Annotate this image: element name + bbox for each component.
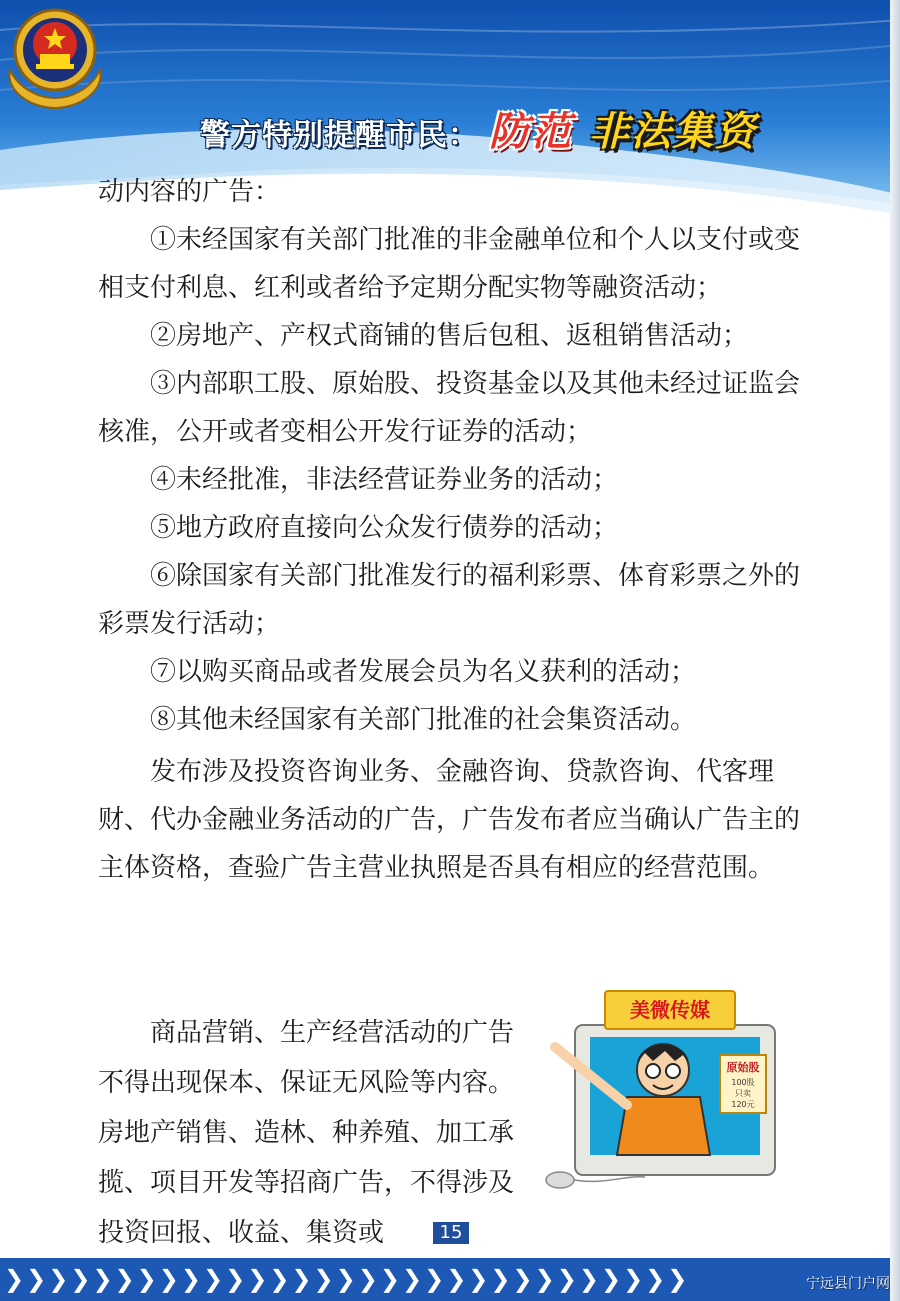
paragraph-marketing: 商品营销、生产经营活动的广告不得出现保本、保证无风险等内容。房地产销售、造林、种养殖、加工承揽、项目开发等招商广告，不得涉及投资回报、收益、集资或	[98, 1018, 515, 1248]
card-line-2: 只卖	[735, 1089, 751, 1098]
page-number: 15	[433, 1222, 469, 1244]
header-title-red: 防范	[489, 109, 573, 155]
header-title-yellow: 非法集资	[589, 109, 757, 155]
page-edge	[890, 0, 900, 1301]
list-item-4: ④未经批准，非法经营证券业务的活动；	[150, 465, 619, 495]
site-watermark: 宁远县门户网	[806, 1276, 890, 1292]
card-line-3: 120元	[731, 1100, 755, 1109]
paragraph-advisory: 发布涉及投资咨询业务、金融咨询、贷款咨询、代客理财、代办金融业务活动的广告，广告发布者应当确认广告主的主体资格，查验广告主营业执照是否具有相应的经营范围。	[98, 757, 801, 883]
list-item-5: ⑤地方政府直接向公众发行债券的活动；	[150, 513, 619, 543]
list-item-1: ①未经国家有关部门批准的非金融单位和个人以支付或变相支付利息、红利或者给予定期分配实物等融资活动；	[98, 225, 801, 303]
cartoon-illustration	[545, 985, 800, 1195]
list-item-7: ⑦以购买商品或者发展会员为名义获利的活动；	[150, 657, 697, 687]
list-item-6: ⑥除国家有关部门批准发行的福利彩票、体育彩票之外的彩票发行活动；	[98, 561, 801, 639]
list-item-3: ③内部职工股、原始股、投资基金以及其他未经过证监会核准，公开或者变相公开发行证券的活动；	[98, 369, 801, 447]
sign-text: 美微传媒	[630, 998, 710, 1022]
card-line-1: 100股	[731, 1078, 755, 1087]
paragraph-continuation: 动内容的广告：	[98, 177, 281, 207]
header-title-prefix: 警方特别提醒市民：	[200, 118, 479, 153]
body-text	[98, 168, 808, 892]
police-emblem-icon	[0, 0, 110, 110]
list-item-8: ⑧其他未经国家有关部门批准的社会集资活动。	[150, 705, 697, 735]
chevron-row-icon: ❯ ❯ ❯ ❯ ❯ ❯ ❯ ❯ ❯ ❯ ❯ ❯ ❯ ❯ ❯ ❯ ❯ ❯ ❯ ❯ ❯ ❯ ❯ ❯ ❯ ❯ ❯ ❯ ❯ ❯ ❯	[4, 1265, 688, 1293]
card-title: 原始股	[726, 1061, 760, 1074]
page-header-title	[200, 100, 757, 155]
list-item-2: ②房地产、产权式商铺的售后包租、返租销售活动；	[150, 321, 749, 351]
footer-banner	[0, 1258, 900, 1301]
